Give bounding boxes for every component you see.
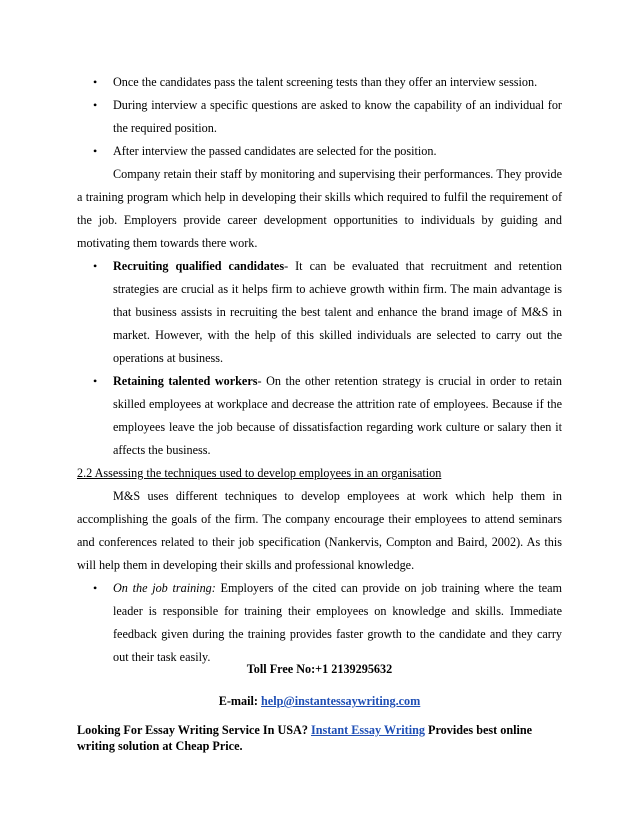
list-item — [77, 140, 562, 163]
strategy-term: Retaining talented workers — [113, 374, 258, 388]
list-item-text: During interview a specific questions are asked to know the capability of an individual for the required position. — [113, 98, 562, 135]
list-item — [77, 577, 562, 669]
list-item-text: After interview the passed candidates are selected for the position. — [113, 144, 437, 158]
promo-before: Looking For Essay Writing Service In USA? — [77, 723, 311, 737]
list-item-text: Once the candidates pass the talent screening tests than they offer an interview session. — [113, 75, 538, 89]
technique-term: On the job training: — [113, 581, 216, 595]
strategy-text: - On the other retention strategy is crucial in order to retain skilled employees at workplace and decrease the attrition rate of employees. Because if the employees leave the job because of dissatisfaction regarding work culture or salary then it affects the business. — [113, 374, 562, 457]
technique-text: Employers of the cited can provide on job training where the team leader is responsible for training their employees on knowledge and skills. Immediate feedback given during the training provides faster growth to the candidate and they carry out their task easily. — [113, 581, 563, 664]
paragraph-techniques: M&S uses different techniques to develop employees at work which help them in accomplishing the goals of the firm. The company encourage their employees to attend seminars and conferences related to their job specification (Nankervis, Compton and Baird, 2002). As this will help them in developing their skills and professional knowledge. — [77, 489, 562, 572]
selection-steps-list — [77, 71, 562, 163]
promo-text — [77, 722, 562, 754]
list-item — [77, 94, 562, 140]
advert-footer — [77, 659, 562, 754]
document-body — [77, 71, 562, 669]
email-link[interactable]: help@instantessaywriting.com — [261, 694, 421, 708]
techniques-list — [77, 577, 562, 669]
email-label: E-mail: — [218, 694, 261, 708]
list-item — [77, 370, 562, 462]
strategy-text: - It can be evaluated that recruitment and retention strategies are crucial as it helps firm to achieve growth within firm. The main advantage is that business assists in recruiting the best talent and enhance the brand image of M&S in market. However, with the help of this skilled individuals are selected to carry out the operations at business. — [113, 259, 562, 365]
promo-after: Provides best online writing solution at Cheap Price. — [77, 723, 533, 753]
strategy-term: Recruiting qualified candidates — [113, 259, 285, 273]
section-heading: 2.2 Assessing the techniques used to develop employees in an organisation — [77, 466, 442, 480]
paragraph-retention: Company retain their staff by monitoring and supervising their performances. They provide a training program which help in developing their skills which required to fulfil the requirement of the job. Employers provide career development opportunities to individuals by guiding and motivating them towards there work. — [77, 167, 562, 250]
list-item — [77, 255, 562, 370]
promo-link[interactable]: Instant Essay Writing — [310, 723, 425, 737]
email-line — [77, 691, 562, 711]
toll-free-line: Toll Free No:+1 2139295632 — [246, 662, 393, 676]
strategies-list — [77, 255, 562, 462]
list-item — [77, 71, 562, 94]
